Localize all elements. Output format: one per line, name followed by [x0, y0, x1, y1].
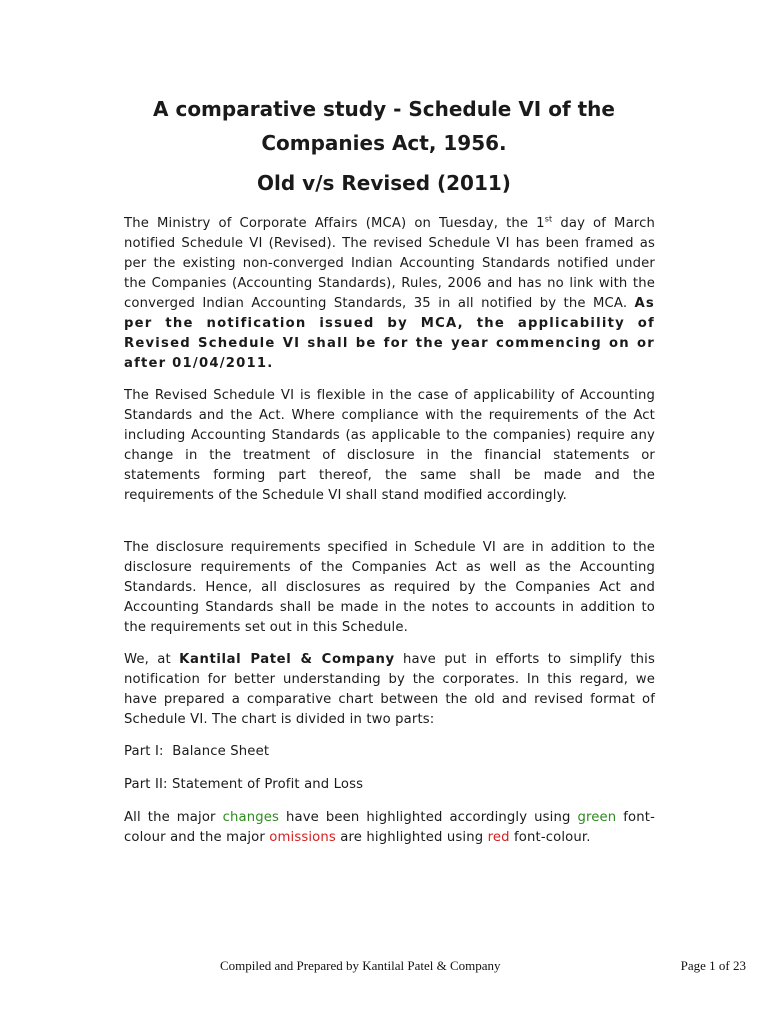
paragraph-company: [124, 650, 655, 730]
red-word: red: [487, 830, 510, 845]
company-name: Kantilal Patel & Company: [179, 652, 395, 667]
page-number: Page 1 of 23: [680, 958, 746, 973]
para7-text-e: font-colour.: [509, 830, 591, 845]
para7-text-d: are highlighted using: [335, 830, 488, 845]
paragraph-legend: [124, 808, 655, 848]
changes-word: changes: [222, 810, 280, 825]
para3-text: The disclosure requirements specified in Schedule VI are in addition to the disclosure requirements of the Companies Act as well as the Accounting Standards. Hence, all disclosures as required by the Companies Act and Accounting Standards shall be made in the notes to accounts in addition to the requirements set out in this Schedule.: [124, 540, 655, 635]
part1-text: Part I: Balance Sheet: [124, 744, 270, 759]
para1-bold: As per the notification issued by MCA, the applicability of Revised Schedule VI shall be for the year commencing on or after 01/04/2011.: [124, 296, 655, 371]
para1-sup: st: [544, 214, 553, 224]
footer-credit: Compiled and Prepared by Kantilal Patel & Company: [220, 958, 501, 973]
omissions-word: omissions: [269, 830, 336, 845]
paragraph-disclosure: [124, 538, 655, 638]
para1-text-b: day of March notified Schedule VI (Revised). The revised Schedule VI has been framed as per the existing non-converged Indian Accounting Standards notified under the Companies (Accounting Standards), Rules, 2006 and has no link with the converged Indian Accounting Standards, 35 in all notified by the MCA.: [124, 216, 655, 311]
title-line-2: Companies Act, 1956.: [261, 131, 507, 155]
para7-text-b: have been highlighted accordingly using: [279, 810, 578, 825]
part-1-line: [124, 742, 655, 762]
para7-text-a: All the major: [124, 810, 223, 825]
document-title: [124, 92, 644, 160]
part2-text: Part II: Statement of Profit and Loss: [124, 777, 364, 792]
title-line-1: A comparative study - Schedule VI of the: [153, 97, 615, 121]
green-word: green: [577, 810, 617, 825]
paragraph-intro: [124, 214, 655, 374]
paragraph-flexibility: [124, 386, 655, 506]
para4-text-a: We, at: [124, 652, 180, 667]
para1-text-a: The Ministry of Corporate Affairs (MCA) on Tuesday, the 1: [124, 216, 545, 231]
para7-text-c: font-colour and the major: [124, 810, 655, 845]
para4-text-b: have put in efforts to simplify this notification for better understanding by the corporates. In this regard, we have prepared a comparative chart between the old and revised format of Schedule VI. The chart is divided in two parts:: [124, 652, 655, 727]
document-subtitle: Old v/s Revised (2011): [257, 171, 511, 195]
para2-text: The Revised Schedule VI is flexible in the case of applicability of Accounting Standards and the Act. Where compliance with the requirements of the Act including Accounting Standards (as applicable to the companies) require any change in the treatment of disclosure in the financial statements or statements forming part thereof, the same shall be made and the requirements of the Schedule VI shall stand modified accordingly.: [124, 388, 655, 503]
part-2-line: [124, 775, 655, 795]
